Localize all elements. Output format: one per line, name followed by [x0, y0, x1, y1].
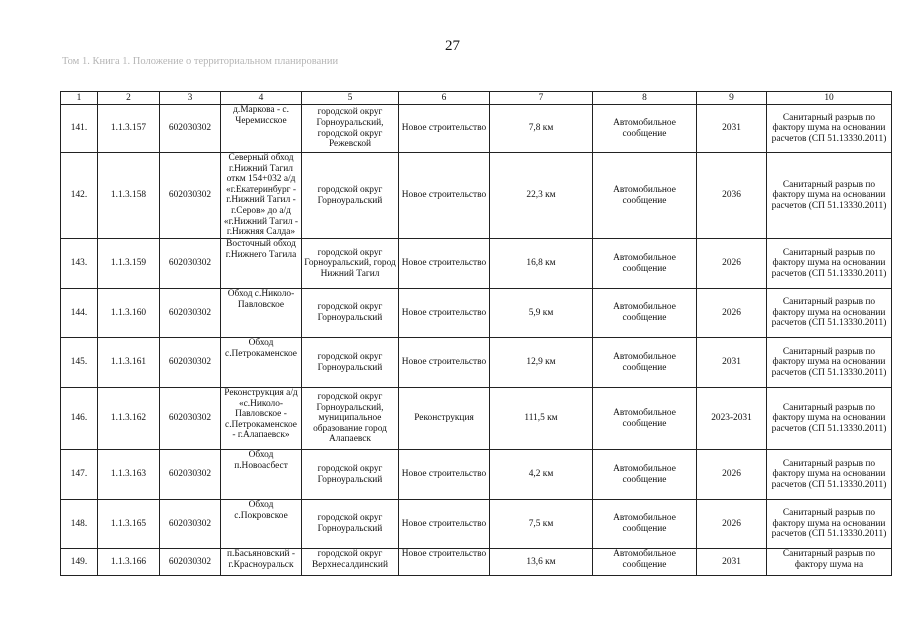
table-cell: Новое строительство	[399, 289, 490, 338]
table-body	[61, 105, 892, 576]
table-cell: п.Басьяновский - г.Красноуральск	[221, 549, 302, 576]
table-cell: 1.1.3.159	[98, 239, 160, 289]
table-cell: 7,8 км	[490, 105, 593, 153]
column-header: 5	[302, 92, 399, 105]
table-cell: Автомобильное сообщение	[593, 549, 697, 576]
table-cell: 149.	[61, 549, 98, 576]
table-cell: Автомобильное сообщение	[593, 239, 697, 289]
table-cell: Обход с.Петрокаменское	[221, 338, 302, 388]
table-cell: Новое строительство	[399, 105, 490, 153]
table-cell: 602030302	[160, 105, 221, 153]
data-table	[60, 91, 892, 576]
table-cell: Автомобильное сообщение	[593, 450, 697, 500]
table-cell: 146.	[61, 388, 98, 450]
column-header: 10	[767, 92, 892, 105]
table-cell: Санитарный разрыв по фактору шума на основании расчетов (СП 51.13330.2011)	[767, 338, 892, 388]
table-cell: 1.1.3.165	[98, 500, 160, 549]
table-cell: Обход с.Николо-Павловское	[221, 289, 302, 338]
table-cell: 2026	[697, 450, 767, 500]
table-cell: Новое строительство	[399, 549, 490, 576]
table-cell: 4,2 км	[490, 450, 593, 500]
table-cell: 22,3 км	[490, 153, 593, 239]
column-header: 2	[98, 92, 160, 105]
table-cell: 602030302	[160, 450, 221, 500]
table-cell: Санитарный разрыв по фактору шума на основании расчетов (СП 51.13330.2011)	[767, 388, 892, 450]
table-header-row	[61, 92, 892, 105]
table-cell: 2031	[697, 338, 767, 388]
table-cell: 602030302	[160, 388, 221, 450]
table-cell: Автомобильное сообщение	[593, 500, 697, 549]
column-header: 9	[697, 92, 767, 105]
table-cell: 16,8 км	[490, 239, 593, 289]
table-cell: 145.	[61, 338, 98, 388]
table-cell: 1.1.3.166	[98, 549, 160, 576]
table-row	[61, 500, 892, 549]
table-cell: 7,5 км	[490, 500, 593, 549]
table-cell: Реконструкция	[399, 388, 490, 450]
table-cell: д.Маркова - с. Черемисское	[221, 105, 302, 153]
table-cell: 602030302	[160, 289, 221, 338]
table-cell: Обход с.Покровское	[221, 500, 302, 549]
table-cell: 144.	[61, 289, 98, 338]
column-header: 3	[160, 92, 221, 105]
table-cell: Новое строительство	[399, 239, 490, 289]
table-cell: 2036	[697, 153, 767, 239]
table-cell: городской округ Горноуральский	[302, 450, 399, 500]
page-number: 27	[445, 38, 460, 54]
table-cell: 1.1.3.163	[98, 450, 160, 500]
table-cell: городской округ Горноуральский	[302, 289, 399, 338]
column-header: 1	[61, 92, 98, 105]
table-row	[61, 105, 892, 153]
table-cell: 1.1.3.157	[98, 105, 160, 153]
table-cell: Автомобильное сообщение	[593, 153, 697, 239]
table-row	[61, 289, 892, 338]
table-cell: 2026	[697, 500, 767, 549]
table-cell: Автомобильное сообщение	[593, 388, 697, 450]
table-row	[61, 338, 892, 388]
table-cell: 2023-2031	[697, 388, 767, 450]
table-cell: 602030302	[160, 239, 221, 289]
table-cell: городской округ Горноуральский, муниципальное образование город Алапаевск	[302, 388, 399, 450]
table-cell: Новое строительство	[399, 500, 490, 549]
table-cell: 13,6 км	[490, 549, 593, 576]
table-cell: Санитарный разрыв по фактору шума на	[767, 549, 892, 576]
table-cell: 147.	[61, 450, 98, 500]
table-cell: Санитарный разрыв по фактору шума на основании расчетов (СП 51.13330.2011)	[767, 105, 892, 153]
table-cell: Обход п.Новоасбест	[221, 450, 302, 500]
table-cell: 602030302	[160, 549, 221, 576]
table-cell: Северный обход г.Нижний Тагил откм 154+032 а/д «г.Екатеринбург - г.Нижний Тагил - г.Серов» до а/д «г.Нижний Тагил - г.Нижняя Салда»	[221, 153, 302, 239]
table-cell: Реконструкция а/д «с.Николо-Павловское - с.Петрокаменское - г.Алапаевск»	[221, 388, 302, 450]
table-row	[61, 388, 892, 450]
table-cell: Новое строительство	[399, 338, 490, 388]
table-row	[61, 153, 892, 239]
table-cell: 1.1.3.158	[98, 153, 160, 239]
table-cell: Санитарный разрыв по фактору шума на основании расчетов (СП 51.13330.2011)	[767, 239, 892, 289]
table-cell: 2026	[697, 239, 767, 289]
table-cell: 1.1.3.161	[98, 338, 160, 388]
table-cell: Новое строительство	[399, 450, 490, 500]
table-cell: 602030302	[160, 338, 221, 388]
table-cell: Санитарный разрыв по фактору шума на основании расчетов (СП 51.13330.2011)	[767, 289, 892, 338]
table-header	[61, 92, 892, 105]
table-row	[61, 239, 892, 289]
table-cell: 111,5 км	[490, 388, 593, 450]
table-cell: Санитарный разрыв по фактору шума на основании расчетов (СП 51.13330.2011)	[767, 153, 892, 239]
table-cell: 602030302	[160, 153, 221, 239]
table-cell: 1.1.3.160	[98, 289, 160, 338]
table-cell: 2026	[697, 289, 767, 338]
table-row	[61, 549, 892, 576]
table-cell: Санитарный разрыв по фактору шума на основании расчетов (СП 51.13330.2011)	[767, 500, 892, 549]
column-header: 7	[490, 92, 593, 105]
column-header: 6	[399, 92, 490, 105]
table-cell: 1.1.3.162	[98, 388, 160, 450]
table-cell: 5,9 км	[490, 289, 593, 338]
column-header: 8	[593, 92, 697, 105]
table-cell: 2031	[697, 549, 767, 576]
table-cell: 141.	[61, 105, 98, 153]
table-cell: Автомобильное сообщение	[593, 289, 697, 338]
table-cell: городской округ Горноуральский	[302, 500, 399, 549]
running-header: Том 1. Книга 1. Положение о территориальном планировании	[62, 56, 339, 67]
table-cell: городской округ Горноуральский	[302, 338, 399, 388]
table-cell: городской округ Верхнесалдинский	[302, 549, 399, 576]
table-cell: Автомобильное сообщение	[593, 338, 697, 388]
table-cell: Санитарный разрыв по фактору шума на основании расчетов (СП 51.13330.2011)	[767, 450, 892, 500]
table-cell: 148.	[61, 500, 98, 549]
column-header: 4	[221, 92, 302, 105]
table-cell: Восточный обход г.Нижнего Тагила	[221, 239, 302, 289]
table-cell: 142.	[61, 153, 98, 239]
table-row	[61, 450, 892, 500]
table-cell: городской округ Горноуральский, город Нижний Тагил	[302, 239, 399, 289]
table-cell: 602030302	[160, 500, 221, 549]
table-cell: 143.	[61, 239, 98, 289]
table-cell: 12,9 км	[490, 338, 593, 388]
table-cell: Новое строительство	[399, 153, 490, 239]
table-cell: городской округ Горноуральский, городской округ Режевской	[302, 105, 399, 153]
table-cell: Автомобильное сообщение	[593, 105, 697, 153]
table-cell: 2031	[697, 105, 767, 153]
table-cell: городской округ Горноуральский	[302, 153, 399, 239]
